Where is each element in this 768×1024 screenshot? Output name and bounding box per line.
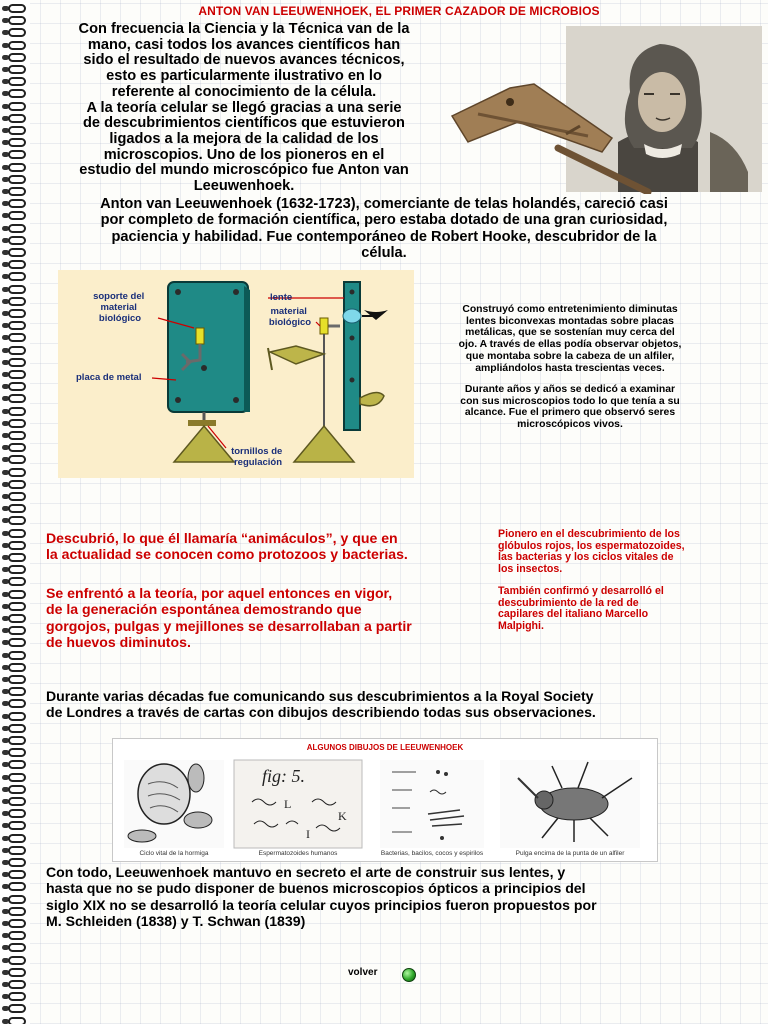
fig-letter-k: K [338,809,347,823]
spiral-coil [2,577,26,586]
spiral-coil [2,797,26,806]
spiral-binding [0,0,30,1024]
spiral-coil [2,529,26,538]
label-tornillos: tornillos de regulación [231,446,283,468]
spiral-coil [2,346,26,355]
spiral-coil [2,468,26,477]
spiral-coil [2,272,26,281]
spiral-coil [2,260,26,269]
spiral-coil [2,553,26,562]
spiral-coil [2,114,26,123]
spiral-coil [2,651,26,660]
microscope-diagram [58,270,414,478]
spiral-coil [2,748,26,757]
spiral-coil [2,443,26,452]
spiral-coil [2,126,26,135]
spiral-coil [2,431,26,440]
spiral-coil [2,224,26,233]
spiral-coil [2,504,26,513]
spiral-coil [2,1004,26,1013]
spiral-coil [2,455,26,464]
spiral-coil [2,943,26,952]
spiral-coil [2,638,26,647]
spiral-coil [2,992,26,1001]
bio-paragraph: Anton van Leeuwenhoek (1632-1723), comerciante de telas holandés, careció casi por completo de formación científica, pero estaba dotado de una gran curiosidad, paciencia y habilidad. Fue contemporáneo de Robert Hooke, descubridor de la célula. [100,196,668,261]
spiral-coil [2,516,26,525]
spiral-coil [2,89,26,98]
fig-label: fig: 5. [262,766,305,786]
spiral-coil [2,175,26,184]
spiral-coil [2,321,26,330]
side-plate-shape [344,282,360,430]
spiral-coil [2,602,26,611]
fig-letter-i: I [306,827,310,841]
spiral-coil [2,163,26,172]
spiral-coil [2,65,26,74]
spiral-coil [2,663,26,672]
intro-paragraph: Con frecuencia la Ciencia y la Técnica van de la mano, casi todos los avances científicos han sido el resultado de nuevos avances técnicos, esto es particularmente ilustrativo en lo referente al conocimiento de la célula. A la teoría celular se llegó gracias a una serie de descubrimientos científicos que estuvieron ligados a la mejora de la calidad de los microscopios. Uno de los pioneros en el estudio del mundo microscópico fue Anton van Leeuwenhoek. [78,21,410,195]
spiral-coil [2,712,26,721]
label-material: material biológico [268,306,312,328]
spiral-coil [2,809,26,818]
spiral-coil [2,53,26,62]
spiral-coil [2,138,26,147]
spiral-coil [2,102,26,111]
caption-flea: Pulga encima de la punta de un alfiler [515,850,625,857]
ant-lifecycle-drawing [124,760,224,848]
spiral-coil [2,28,26,37]
spiral-coil [2,419,26,428]
spiral-coil [2,895,26,904]
spiral-coil [2,150,26,159]
flea-drawing [500,760,640,848]
spiral-coil [2,760,26,769]
generacion-espontanea-paragraph: Se enfrentó a la teoría, por aquel entonces en vigor, de la generación espontánea demostrando que gorgojos, pulgas y mejillones se desarrollaban a partir de huevos diminutos. [46,585,412,650]
spiral-coil [2,4,26,13]
spiral-coil [2,248,26,257]
label-lente: lente [270,292,293,303]
leeuwenhoek-portrait-image [448,22,766,194]
leeuwenhoek-drawings-panel [112,738,658,862]
caption-ant: Ciclo vital de la hormiga [139,850,209,857]
spiral-coil [2,297,26,306]
spiral-coil [2,675,26,684]
spiral-coil [2,907,26,916]
closing-paragraph: Con todo, Leeuwenhoek mantuvo en secreto el arte de construir sus lentes, y hasta que no se pudo disponer de buenos microscopios ópticos a principios del siglo XIX no se desarrolló la teoría celular cuyos principios fueron propuestos por M. Schleiden (1838) y T. Schwan (1839) [46,864,597,929]
spiral-coil [2,565,26,574]
spiral-coil [2,980,26,989]
caption-sperm: Espermatozoides humanos [258,850,338,857]
spiral-coil [2,931,26,940]
spiral-coil [2,626,26,635]
label-soporte: soporte del material biológico [93,291,145,324]
spiral-coil [2,834,26,843]
animaculos-paragraph: Descubrió, lo que él llamaría “animáculos”, y que en la actualidad se conocen como protozoos y bacterias. [46,530,408,563]
spiral-coil [2,699,26,708]
green-globe-icon[interactable] [402,968,416,982]
spiral-coil [2,285,26,294]
spiral-coil [2,846,26,855]
royal-society-paragraph: Durante varias décadas fue comunicando sus descubrimientos a la Royal Society de Londres a través de cartas con dibujos describiendo todas sus observaciones. [46,688,596,721]
spiral-coil [2,687,26,696]
spiral-coil [2,77,26,86]
label-placa: placa de metal [76,372,142,383]
spiral-coil [2,333,26,342]
spiral-coil [2,309,26,318]
spiral-coil [2,370,26,379]
spiral-coil [2,394,26,403]
spiral-coil [2,870,26,879]
spiral-coil [2,199,26,208]
spiral-coil [2,492,26,501]
spiral-coil [2,968,26,977]
spiral-coil [2,614,26,623]
sperm-drawing [234,760,362,848]
side-text-examine: Durante años y años se dedicó a examinar con sus microscopios todo lo que tenía a su alcance. Fue el primero que observó seres microscópicos vivos. [460,384,680,431]
spiral-coil [2,724,26,733]
spiral-coil [2,211,26,220]
spiral-coil [2,41,26,50]
spiral-coil [2,480,26,489]
pionero-note: Pionero en el descubrimiento de los glóbulos rojos, los espermatozoides, las bacterias y los ciclos vitales de los insectos. [498,528,685,576]
drawings-heading: ALGUNOS DIBUJOS DE LEEUWENHOEK [306,743,464,752]
bacteria-drawing [380,760,484,848]
volver-link[interactable]: volver [348,967,378,978]
side-text-lenses: Construyó como entretenimiento diminutas lentes biconvexas montadas sobre placas metálicas, que se sostenían muy cerca del ojo. A través de ellas podía observar objetos, que montaba sobre la cabeza de un alfiler, ampliándolos hasta trescientas veces. [458,304,682,374]
spiral-coil [2,1017,26,1024]
spiral-coil [2,590,26,599]
fig-letter-l: L [284,797,292,811]
page-title: ANTON VAN LEEUWENHOEK, EL PRIMER CAZADOR DE MICROBIOS [198,4,600,18]
spiral-coil [2,882,26,891]
spiral-coil [2,16,26,25]
malpighi-note: También confirmó y desarrolló el descubrimiento de la red de capilares del italiano Marcello Malpighi. [498,585,664,633]
spiral-coil [2,956,26,965]
spiral-coil [2,187,26,196]
spiral-coil [2,358,26,367]
spiral-coil [2,821,26,830]
caption-bacteria: Bacterias, bacilos, cocos y espirilos [380,850,484,857]
spiral-coil [2,382,26,391]
spiral-coil [2,919,26,928]
spiral-coil [2,236,26,245]
spiral-coil [2,773,26,782]
spiral-coil [2,736,26,745]
spiral-coil [2,858,26,867]
spiral-coil [2,785,26,794]
spiral-coil [2,541,26,550]
spiral-coil [2,407,26,416]
metal-plate-shape [168,282,248,412]
